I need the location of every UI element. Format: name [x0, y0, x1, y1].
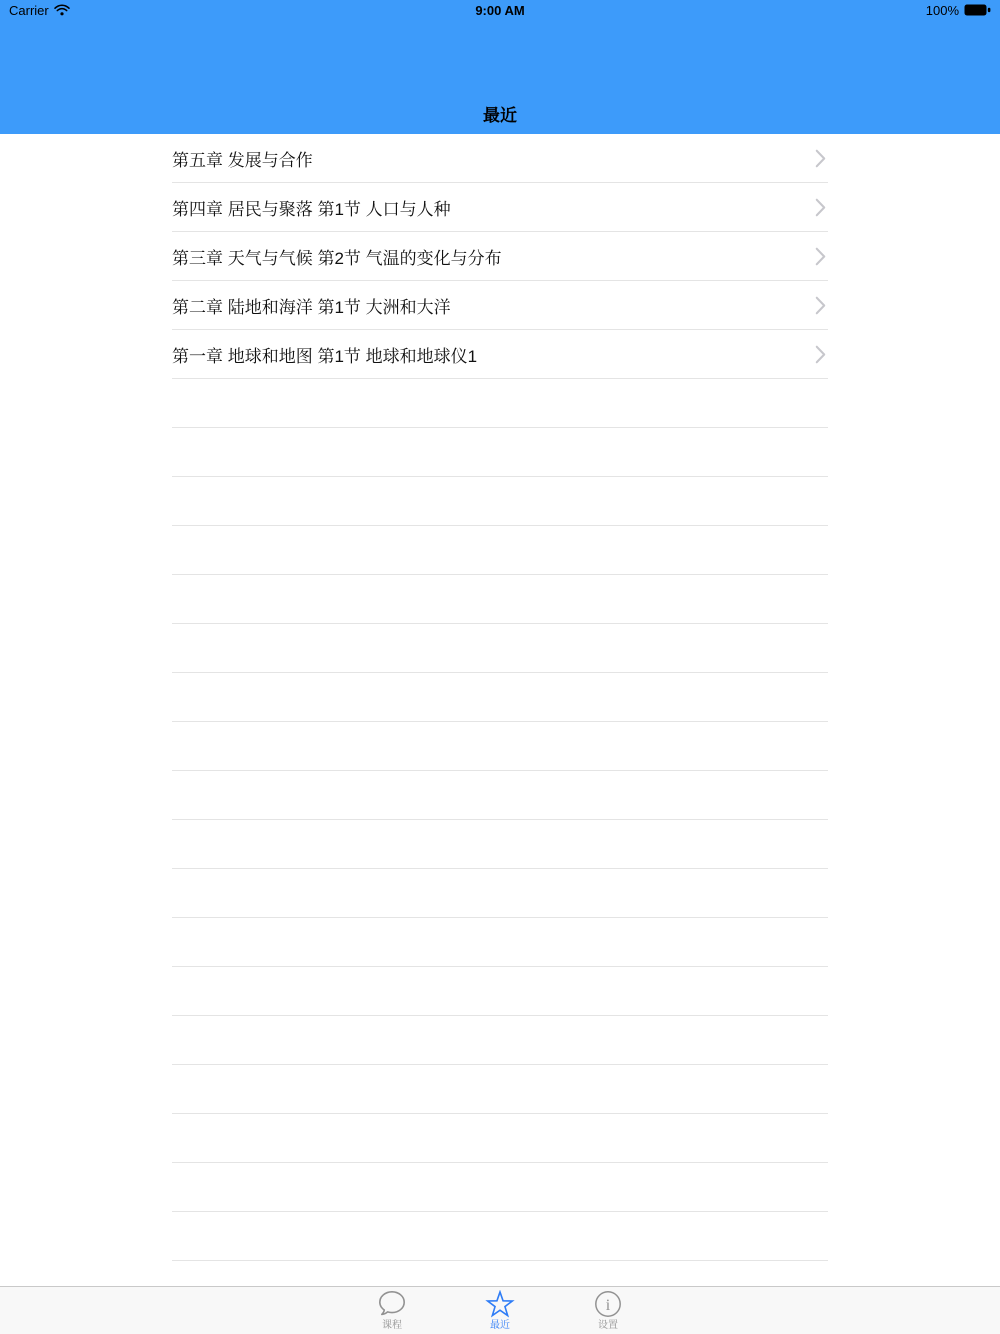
- star-icon: [485, 1289, 515, 1319]
- list-item[interactable]: [172, 183, 828, 232]
- empty-list-row: [172, 379, 828, 428]
- tab-courses[interactable]: [338, 1287, 446, 1334]
- empty-list-row: [172, 575, 828, 624]
- tab-settings[interactable]: [554, 1287, 662, 1334]
- empty-list-row: [172, 1212, 828, 1261]
- empty-list-row: [172, 526, 828, 575]
- svg-text:i: i: [605, 1297, 611, 1314]
- tab-recent-label: 最近: [490, 1320, 510, 1331]
- empty-list-row: [172, 820, 828, 869]
- content-area: [0, 134, 1000, 1334]
- empty-list-row: [172, 1163, 828, 1212]
- empty-list-row: [172, 771, 828, 820]
- empty-list-row: [172, 1065, 828, 1114]
- list-item[interactable]: [172, 281, 828, 330]
- tab-courses-label: 课程: [382, 1320, 402, 1331]
- empty-list-row: [172, 428, 828, 477]
- recent-list: [172, 134, 828, 1261]
- empty-list-row: [172, 869, 828, 918]
- nav-bar: [0, 20, 1000, 134]
- chevron-right-icon: [815, 345, 826, 364]
- list-item-label: 第二章 陆地和海洋 第1节 大洲和大洋: [172, 297, 451, 317]
- status-bar-left: [9, 3, 189, 18]
- list-item[interactable]: [172, 232, 828, 281]
- header: [0, 0, 1000, 134]
- info-icon: [594, 1289, 622, 1319]
- status-bar-right: [811, 3, 991, 18]
- list-item-label: 第三章 天气与气候 第2节 气温的变化与分布: [172, 248, 502, 268]
- chevron-right-icon: [815, 296, 826, 315]
- empty-list-row: [172, 918, 828, 967]
- status-bar: [0, 0, 1000, 20]
- carrier-label: Carrier: [9, 2, 49, 18]
- chat-bubble-icon: [377, 1289, 407, 1319]
- empty-list-row: [172, 967, 828, 1016]
- list-item[interactable]: [172, 330, 828, 379]
- list-item-label: 第一章 地球和地图 第1节 地球和地球仪1: [172, 346, 478, 366]
- chevron-right-icon: [815, 247, 826, 266]
- list-item[interactable]: [172, 134, 828, 183]
- empty-list-row: [172, 624, 828, 673]
- page-title: 最近: [483, 106, 517, 125]
- tab-settings-label: 设置: [598, 1320, 618, 1331]
- empty-list-row: [172, 1016, 828, 1065]
- empty-list-row: [172, 673, 828, 722]
- time-label: 9:00 AM: [475, 2, 525, 18]
- empty-list-row: [172, 1114, 828, 1163]
- empty-list-row: [172, 477, 828, 526]
- wifi-icon: [54, 4, 70, 16]
- empty-list-row: [172, 722, 828, 771]
- list-item-label: 第四章 居民与聚落 第1节 人口与人种: [172, 199, 451, 219]
- status-bar-center: [189, 3, 811, 18]
- wifi-dot: [60, 12, 63, 15]
- tab-recent[interactable]: [446, 1287, 554, 1334]
- list-item-label: 第五章 发展与合作: [172, 150, 313, 170]
- chevron-right-icon: [815, 198, 826, 217]
- battery-icon: [964, 4, 991, 16]
- chevron-right-icon: [815, 149, 826, 168]
- tab-bar: [0, 1286, 1000, 1334]
- battery-percent-label: 100%: [925, 2, 959, 18]
